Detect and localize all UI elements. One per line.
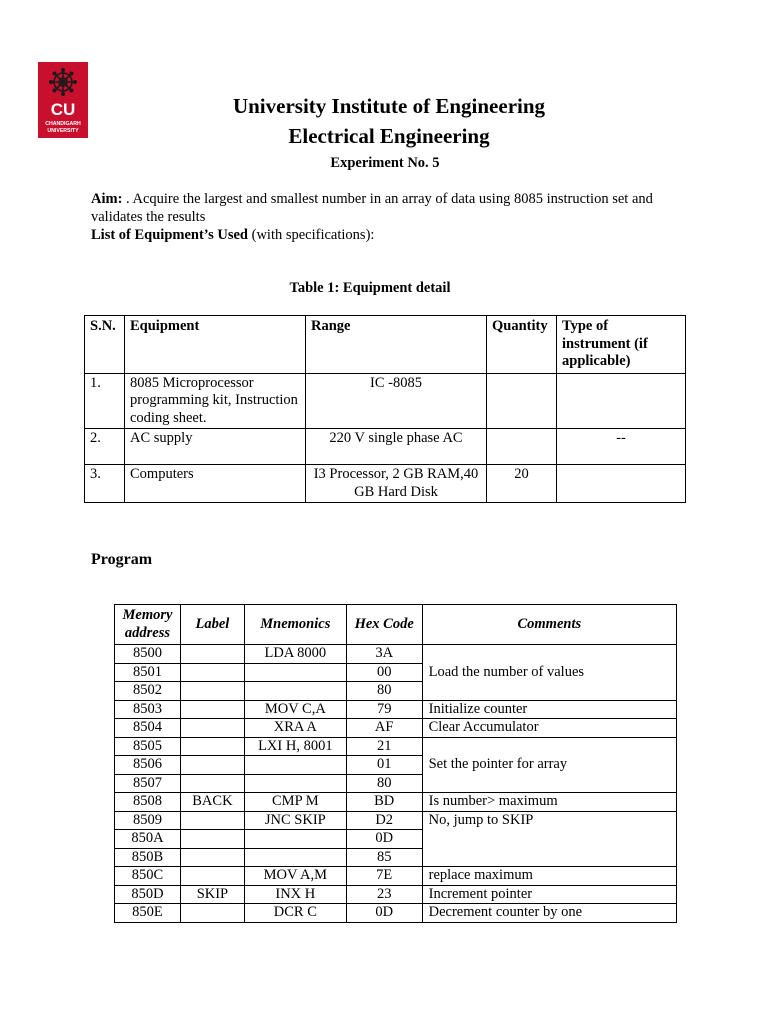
hex-code-cell: 79	[346, 700, 422, 719]
mnemonic-cell: JNC SKIP	[244, 811, 346, 830]
hex-code-cell: AF	[346, 719, 422, 738]
memory-address-cell: 8508	[115, 793, 181, 812]
table-cell: 20	[487, 465, 557, 503]
program-table	[114, 604, 677, 923]
comment-cell: Is number> maximum	[422, 793, 676, 812]
label-cell	[180, 904, 244, 923]
comment-cell: Increment pointer	[422, 885, 676, 904]
label-cell	[180, 848, 244, 867]
mnemonic-cell	[244, 774, 346, 793]
program-row	[115, 737, 677, 756]
label-cell: SKIP	[180, 885, 244, 904]
table-cell	[557, 465, 686, 503]
hex-code-cell: 7E	[346, 867, 422, 886]
comment-cell: replace maximum	[422, 867, 676, 886]
label-cell	[180, 756, 244, 775]
memory-address-cell: 850E	[115, 904, 181, 923]
memory-address-cell: 850D	[115, 885, 181, 904]
mnemonic-cell: CMP M	[244, 793, 346, 812]
label-cell	[180, 719, 244, 738]
program-heading: Program	[91, 551, 153, 568]
table-cell: Computers	[125, 465, 306, 503]
table-cell	[487, 429, 557, 465]
mnemonic-cell	[244, 848, 346, 867]
table-cell: 2.	[85, 429, 125, 465]
svg-text:UNIVERSITY: UNIVERSITY	[47, 128, 79, 134]
program-header: Label	[180, 605, 244, 645]
mnemonic-cell: LXI H, 8001	[244, 737, 346, 756]
table-row	[85, 429, 686, 465]
memory-address-cell: 850B	[115, 848, 181, 867]
svg-text:CU: CU	[50, 100, 76, 119]
aim-text: . Acquire the largest and smallest number in an array of data using 8085 instruction set and validates the results	[91, 191, 653, 225]
mnemonic-cell: LDA 8000	[244, 645, 346, 664]
table-cell: 8085 Microprocessor programming kit, Instruction coding sheet.	[125, 373, 306, 429]
table-header: Type of instrument (if applicable)	[557, 316, 686, 374]
mnemonic-cell	[244, 756, 346, 775]
table-cell: IC -8085	[306, 373, 487, 429]
label-cell	[180, 811, 244, 830]
mnemonic-cell	[244, 830, 346, 849]
label-cell: BACK	[180, 793, 244, 812]
equipment-list-suffix: (with specifications):	[247, 227, 375, 243]
label-cell	[180, 830, 244, 849]
label-cell	[180, 737, 244, 756]
hex-code-cell: 3A	[346, 645, 422, 664]
experiment-number: Experiment No. 5	[330, 155, 440, 171]
mnemonic-cell	[244, 663, 346, 682]
equipment-list-heading	[91, 226, 691, 244]
table-cell: --	[557, 429, 686, 465]
memory-address-cell: 8502	[115, 682, 181, 701]
table-header: Range	[306, 316, 487, 374]
memory-address-cell: 8507	[115, 774, 181, 793]
table-cell	[557, 373, 686, 429]
program-row	[115, 793, 677, 812]
comment-cell: No, jump to SKIP	[422, 811, 676, 867]
program-row	[115, 700, 677, 719]
memory-address-cell: 8500	[115, 645, 181, 664]
mnemonic-cell: MOV A,M	[244, 867, 346, 886]
program-row	[115, 719, 677, 738]
memory-address-cell: 8503	[115, 700, 181, 719]
hex-code-cell: BD	[346, 793, 422, 812]
mnemonic-cell: MOV C,A	[244, 700, 346, 719]
label-cell	[180, 682, 244, 701]
program-row	[115, 904, 677, 923]
hex-code-cell: 80	[346, 682, 422, 701]
table-cell: I3 Processor, 2 GB RAM,40 GB Hard Disk	[306, 465, 487, 503]
comment-cell: Clear Accumulator	[422, 719, 676, 738]
memory-address-cell: 8504	[115, 719, 181, 738]
comment-cell: Load the number of values	[422, 645, 676, 701]
memory-address-cell: 8505	[115, 737, 181, 756]
program-row	[115, 645, 677, 664]
program-header: Comments	[422, 605, 676, 645]
hex-code-cell: 80	[346, 774, 422, 793]
table-header: Quantity	[487, 316, 557, 374]
memory-address-cell: 8501	[115, 663, 181, 682]
department-title: Electrical Engineering	[288, 124, 490, 148]
program-header: Mnemonics	[244, 605, 346, 645]
table-cell: AC supply	[125, 429, 306, 465]
memory-address-cell: 850C	[115, 867, 181, 886]
hex-code-cell: 0D	[346, 830, 422, 849]
aim-label: Aim:	[91, 191, 123, 207]
equipment-list-label: List of Equipment’s Used	[91, 227, 248, 243]
table-cell: 1.	[85, 373, 125, 429]
program-row	[115, 867, 677, 886]
table-cell	[487, 373, 557, 429]
program-header: Hex Code	[346, 605, 422, 645]
hex-code-cell: 0D	[346, 904, 422, 923]
memory-address-cell: 850A	[115, 830, 181, 849]
hex-code-cell: 01	[346, 756, 422, 775]
table-cell: 3.	[85, 465, 125, 503]
hex-code-cell: 85	[346, 848, 422, 867]
aim-paragraph	[91, 190, 691, 226]
institute-title: University Institute of Engineering	[232, 94, 546, 118]
table-caption: Table 1: Equipment detail	[289, 280, 451, 296]
mnemonic-cell	[244, 682, 346, 701]
program-row	[115, 885, 677, 904]
comment-cell: Initialize counter	[422, 700, 676, 719]
table-row	[85, 373, 686, 429]
label-cell	[180, 700, 244, 719]
hex-code-cell: 00	[346, 663, 422, 682]
equipment-table	[84, 315, 686, 503]
hex-code-cell: 23	[346, 885, 422, 904]
program-header: Memory address	[115, 605, 181, 645]
label-cell	[180, 774, 244, 793]
memory-address-cell: 8509	[115, 811, 181, 830]
hex-code-cell: 21	[346, 737, 422, 756]
label-cell	[180, 645, 244, 664]
program-body	[115, 645, 677, 923]
hex-code-cell: D2	[346, 811, 422, 830]
table-cell: 220 V single phase AC	[306, 429, 487, 465]
label-cell	[180, 663, 244, 682]
label-cell	[180, 867, 244, 886]
table-header: S.N.	[85, 316, 125, 374]
comment-cell: Decrement counter by one	[422, 904, 676, 923]
comment-cell: Set the pointer for array	[422, 737, 676, 793]
mnemonic-cell: XRA A	[244, 719, 346, 738]
mnemonic-cell: DCR C	[244, 904, 346, 923]
memory-address-cell: 8506	[115, 756, 181, 775]
mnemonic-cell: INX H	[244, 885, 346, 904]
table-row	[85, 465, 686, 503]
table-header: Equipment	[125, 316, 306, 374]
svg-text:CHANDIGARH: CHANDIGARH	[45, 121, 81, 127]
program-row	[115, 811, 677, 830]
